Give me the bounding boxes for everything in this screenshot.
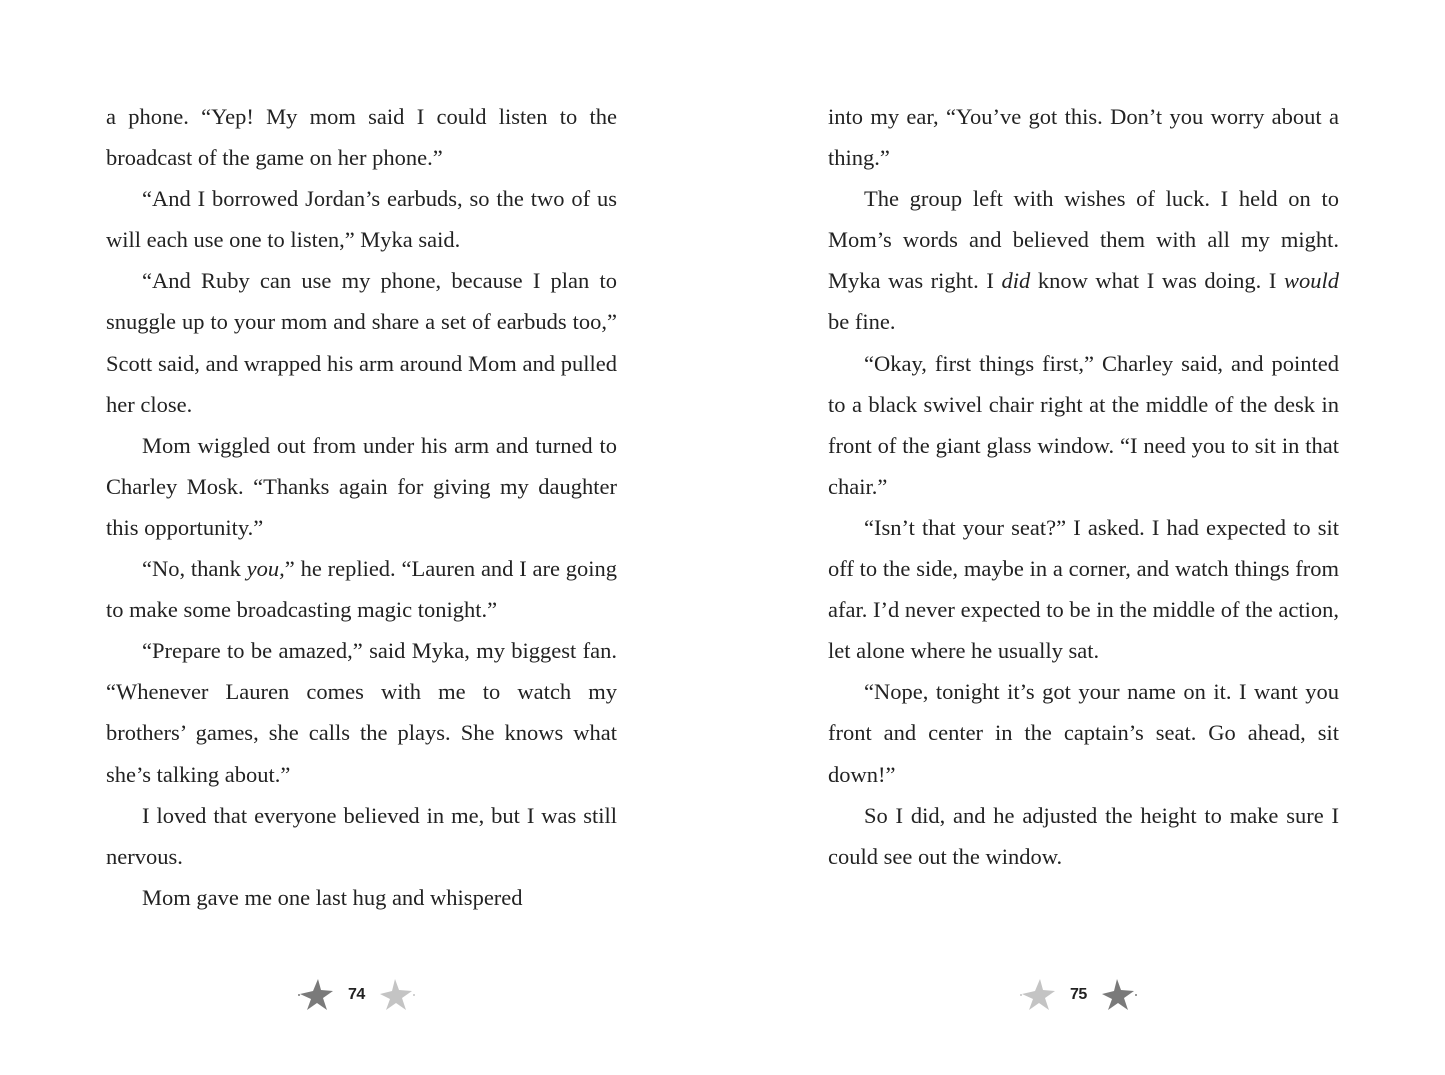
paragraph (106, 877, 617, 918)
text-segment: “Nope, tonight it’s got your name on it. I want you front and center in the captain’s seat. Go ahead, sit down!” (828, 679, 1339, 787)
paragraph (106, 260, 617, 424)
paragraph (828, 507, 1339, 671)
star-icon (1018, 978, 1056, 1012)
right-page (828, 96, 1339, 877)
paragraph (828, 671, 1339, 794)
paragraph (828, 96, 1339, 178)
paragraph (828, 795, 1339, 877)
page-number: 74 (348, 986, 365, 1003)
paragraph (828, 178, 1339, 342)
text-segment: I loved that everyone believed in me, but I was still nervous. (106, 802, 617, 869)
text-segment: know what I was doing. I (1030, 268, 1284, 294)
paragraph (106, 96, 617, 178)
left-page (106, 96, 617, 918)
italic-text: you, (246, 556, 285, 582)
left-page-footer (296, 978, 417, 1012)
text-segment: “Isn’t that your seat?” I asked. I had expected to sit off to the side, maybe in a corner, and watch things from afar. I’d never expected to be in the middle of the action, let alone where he usually sat. (828, 514, 1339, 664)
text-segment: “No, thank (142, 556, 247, 582)
text-segment: “And I borrowed Jordan’s earbuds, so the two of us will each use one to listen,” Myka said. (106, 186, 617, 253)
paragraph (106, 630, 617, 794)
star-icon (1101, 978, 1139, 1012)
text-segment: “And Ruby can use my phone, because I plan to snuggle up to your mom and share a set of earbuds too,” Scott said, and wrapped his arm around Mom and pulled her close. (106, 268, 617, 417)
text-segment: be fine. (828, 309, 896, 335)
paragraph (106, 548, 617, 630)
text-segment: Mom gave me one last hug and whispered (142, 884, 523, 910)
paragraph (828, 343, 1339, 507)
right-page-footer (1018, 978, 1139, 1012)
text-segment: So I did, and he adjusted the height to make sure I could see out the window. (828, 802, 1339, 869)
text-segment: ” he replied. “Lauren and I are going to make some broadcasting magic tonight.” (106, 556, 617, 623)
text-segment: into my ear, “You’ve got this. Don’t you worry about a thing.” (828, 104, 1339, 171)
text-segment: Mom wiggled out from under his arm and turned to Charley Mosk. “Thanks again for giving my daughter this opportunity.” (106, 432, 617, 540)
text-segment: “Prepare to be amazed,” said Myka, my biggest fan. “Whenever Lauren comes with me to watch my brothers’ games, she calls the plays. She knows what she’s talking about.” (106, 638, 617, 787)
star-icon (379, 978, 417, 1012)
star-icon (296, 978, 334, 1012)
italic-text: would (1283, 268, 1339, 294)
paragraph (106, 178, 617, 260)
text-segment: a phone. “Yep! My mom said I could listen to the broadcast of the game on her phone.” (106, 104, 617, 171)
page-number: 75 (1070, 986, 1087, 1003)
paragraph (106, 425, 617, 548)
paragraph (106, 795, 617, 877)
text-segment: “Okay, first things first,” Charley said, and pointed to a black swivel chair right at the middle of the desk in front of the giant glass window. “I need you to sit in that chair.” (828, 350, 1339, 499)
text-segment: The group left with wishes of luck. I held on to Mom’s words and believed them with all my might. Myka was right. I (828, 186, 1339, 294)
italic-text: did (1001, 268, 1031, 294)
